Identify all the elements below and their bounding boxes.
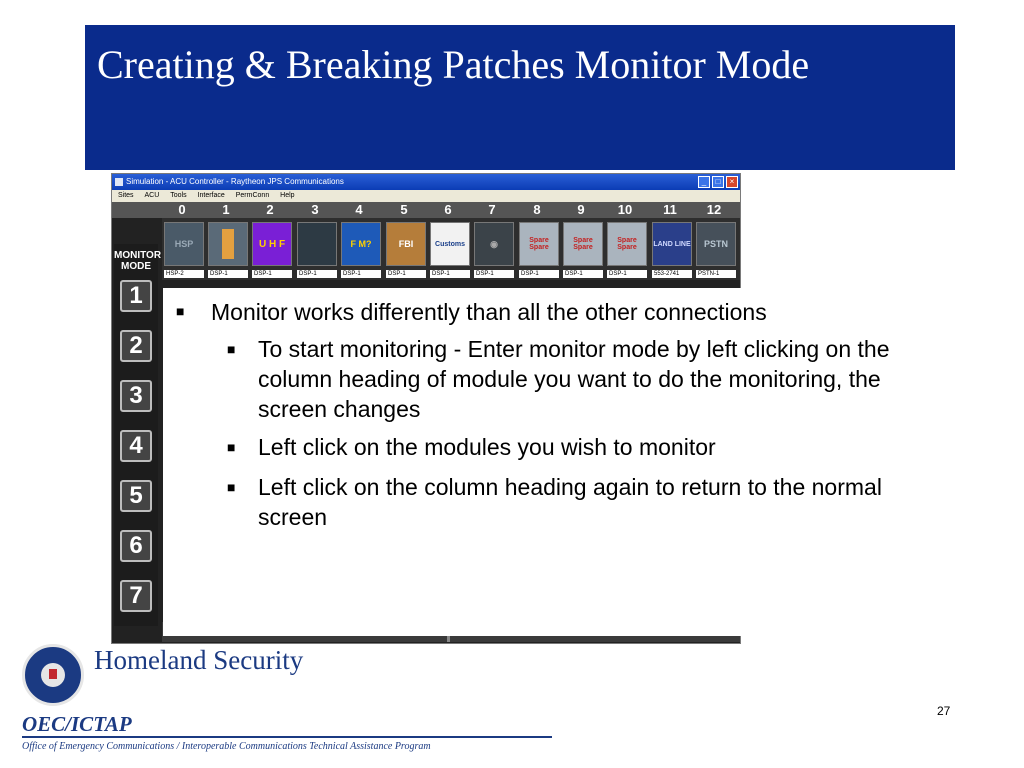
oec-ictap-label: OEC/ICTAP <box>22 712 132 736</box>
module-9-spare-icon[interactable]: Spare Spare <box>563 222 603 266</box>
window-title: Simulation - ACU Controller - Raytheon JPS Communications <box>126 177 344 186</box>
menu-sites[interactable]: Sites <box>118 192 134 199</box>
module-5-fbi-icon[interactable]: FBI <box>386 222 426 266</box>
monitor-button-7[interactable]: 7 <box>120 580 152 612</box>
module-3-blank-icon[interactable] <box>297 222 337 266</box>
module-11-landline-icon[interactable]: LAND LINE <box>652 222 692 266</box>
column-heading-5[interactable]: 5 <box>400 202 408 217</box>
module-8-label: DSP-1 <box>519 270 559 278</box>
module-6-label: DSP-1 <box>430 270 470 278</box>
office-full-name: Office of Emergency Communications / Interoperable Communications Technical Assistance Program <box>22 741 431 752</box>
slide-title-bar <box>85 25 955 170</box>
monitor-button-1[interactable]: 1 <box>120 280 152 312</box>
monitor-button-4[interactable]: 4 <box>120 430 152 462</box>
column-heading-11[interactable]: 11 <box>663 202 677 217</box>
column-heading-4[interactable]: 4 <box>355 202 363 217</box>
module-2-uhf-icon[interactable]: U H F <box>252 222 292 266</box>
bullet-square-icon: ■ <box>227 479 236 495</box>
module-4-label: DSP-1 <box>341 270 381 278</box>
module-11-label: 553-2741 <box>652 270 692 278</box>
module-4-portable-radio-icon[interactable]: F M? <box>341 222 381 266</box>
menu-tools[interactable]: Tools <box>170 192 187 199</box>
bullet-square-icon: ■ <box>176 303 185 319</box>
module-1-label: DSP-1 <box>208 270 248 278</box>
module-7-seal-icon[interactable]: ◉ <box>474 222 514 266</box>
module-7-label: DSP-1 <box>474 270 514 278</box>
module-1-radio-icon[interactable] <box>208 222 248 266</box>
module-3-label: DSP-1 <box>297 270 337 278</box>
module-0-label: HSP-2 <box>164 270 204 278</box>
monitor-button-6[interactable]: 6 <box>120 530 152 562</box>
module-2-label: DSP-1 <box>252 270 292 278</box>
maximize-icon[interactable]: □ <box>712 176 724 188</box>
module-12-pstn-icon[interactable]: PSTN <box>696 222 736 266</box>
app-icon <box>115 178 123 186</box>
module-8-spare-icon[interactable]: Spare Spare <box>519 222 559 266</box>
window-titlebar <box>112 174 740 190</box>
dhs-seal-icon <box>22 644 84 706</box>
monitor-mode-panel <box>114 244 162 626</box>
close-icon[interactable]: × <box>726 176 738 188</box>
menu-permconn[interactable]: PermConn <box>235 192 270 199</box>
module-10-label: DSP-1 <box>607 270 647 278</box>
column-heading-0[interactable]: 0 <box>178 202 186 217</box>
column-heading-7[interactable]: 7 <box>488 202 496 217</box>
module-5-label: DSP-1 <box>386 270 426 278</box>
module-9-label: DSP-1 <box>563 270 603 278</box>
monitor-button-3[interactable]: 3 <box>120 380 152 412</box>
menu-acu[interactable]: ACU <box>144 192 160 199</box>
menu-bar <box>112 190 740 202</box>
column-heading-10[interactable]: 10 <box>617 202 633 217</box>
column-heading-row <box>112 202 740 218</box>
homeland-security-logo-text: Homeland Security <box>94 645 304 675</box>
bullet-square-icon: ■ <box>227 341 236 357</box>
module-0-hsp-icon[interactable]: HSP <box>164 222 204 266</box>
page-number: 27 <box>937 704 951 718</box>
module-10-spare-icon[interactable]: Spare Spare <box>607 222 647 266</box>
column-heading-1[interactable]: 1 <box>222 202 230 217</box>
column-heading-12[interactable]: 12 <box>706 202 722 217</box>
monitor-button-5[interactable]: 5 <box>120 480 152 512</box>
monitor-mode-label: MONITOR MODE <box>114 250 162 272</box>
monitor-button-2[interactable]: 2 <box>120 330 152 362</box>
module-row <box>162 218 740 280</box>
module-12-label: PSTN-1 <box>696 270 736 278</box>
column-heading-3[interactable]: 3 <box>311 202 319 217</box>
sub-bullet-3: ■ Left click on the column heading again to return to the normal screen <box>227 474 882 530</box>
bullet-text-box <box>163 288 952 636</box>
menu-help[interactable]: Help <box>280 192 295 199</box>
footer-divider <box>22 736 552 738</box>
column-heading-2[interactable]: 2 <box>266 202 274 217</box>
column-heading-6[interactable]: 6 <box>444 202 452 217</box>
main-bullet: ■ Monitor works differently than all the other connections <box>176 298 767 326</box>
column-heading-8[interactable]: 8 <box>533 202 541 217</box>
sub-bullet-2: ■ Left click on the modules you wish to monitor <box>227 434 716 460</box>
sub-bullet-1: ■ To start monitoring - Enter monitor mode by left clicking on the column heading of module you want to do the monitoring, the screen changes <box>227 336 890 422</box>
column-heading-9[interactable]: 9 <box>577 202 585 217</box>
minimize-icon[interactable]: _ <box>698 176 710 188</box>
module-6-customs-icon[interactable]: Customs <box>430 222 470 266</box>
menu-interface[interactable]: Interface <box>197 192 225 199</box>
bullet-square-icon: ■ <box>227 439 236 455</box>
slide-title: Creating & Breaking Patches Monitor Mode <box>97 42 810 87</box>
